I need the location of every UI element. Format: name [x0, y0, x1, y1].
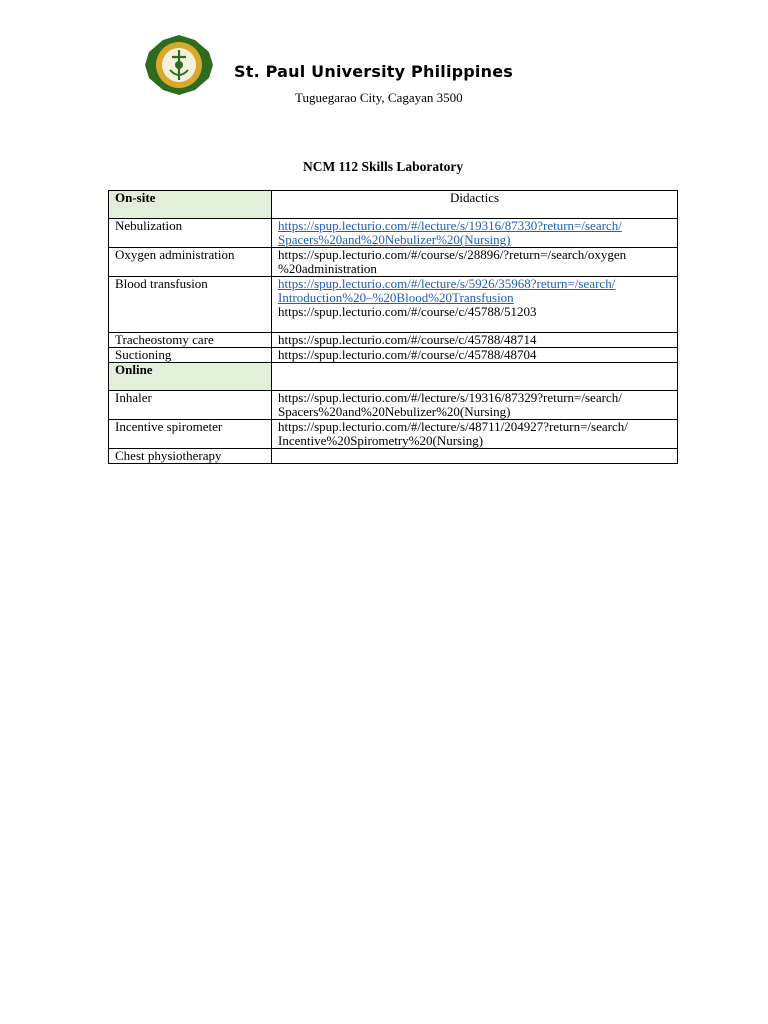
- table-row: [109, 363, 678, 391]
- university-seal-icon: [143, 34, 215, 96]
- university-address: Tuguegarao City, Cagayan 3500: [295, 90, 463, 105]
- table-row: [109, 348, 678, 363]
- resource-url: [272, 391, 678, 420]
- url-line: Incentive%20Spirometry%20(Nursing): [278, 433, 484, 448]
- url-line: Spacers%20and%20Nebulizer%20(Nursing): [278, 404, 511, 419]
- online-header: Online: [109, 363, 272, 391]
- table-row: [109, 219, 678, 248]
- skill-name: Tracheostomy care: [109, 333, 272, 348]
- table-row: [109, 420, 678, 449]
- link-line[interactable]: https://spup.lecturio.com/#/lecture/s/5926/35968?return=/search/: [278, 276, 616, 291]
- skill-name: Incentive spirometer: [109, 420, 272, 449]
- table-row: [109, 449, 678, 464]
- resource-link[interactable]: [272, 277, 678, 333]
- resource-url: [272, 420, 678, 449]
- onsite-header: On-site: [109, 191, 272, 219]
- skill-name: Oxygen administration: [109, 248, 272, 277]
- table-row: [109, 333, 678, 348]
- url-line: https://spup.lecturio.com/#/course/c/45788/51203: [278, 304, 537, 319]
- url-line: https://spup.lecturio.com/#/lecture/s/48711/204927?return=/search/: [278, 419, 628, 434]
- didactics-header: Didactics: [272, 191, 678, 219]
- empty-cell: [272, 363, 678, 391]
- skills-table: [108, 190, 678, 464]
- table-row: [109, 248, 678, 277]
- resource-url: [272, 248, 678, 277]
- skill-name: Nebulization: [109, 219, 272, 248]
- skill-name: Chest physiotherapy: [109, 449, 272, 464]
- table-row: [109, 191, 678, 219]
- empty-cell: [272, 449, 678, 464]
- skill-name: Blood transfusion: [109, 277, 272, 333]
- link-line[interactable]: https://spup.lecturio.com/#/lecture/s/19316/87330?return=/search/: [278, 218, 622, 233]
- link-line[interactable]: Introduction%20–%20Blood%20Transfusion: [278, 290, 514, 305]
- skill-name: Inhaler: [109, 391, 272, 420]
- table-row: [109, 391, 678, 420]
- document-title: NCM 112 Skills Laboratory: [303, 159, 464, 174]
- url-line: %20administration: [278, 261, 377, 276]
- university-name: St. Paul University Philippines: [234, 62, 513, 81]
- skill-name: Suctioning: [109, 348, 272, 363]
- table-row: [109, 277, 678, 333]
- resource-url: https://spup.lecturio.com/#/course/c/45788/48704: [272, 348, 678, 363]
- resource-link[interactable]: [272, 219, 678, 248]
- url-line: https://spup.lecturio.com/#/course/s/28896/?return=/search/oxygen: [278, 247, 627, 262]
- url-line: https://spup.lecturio.com/#/lecture/s/19316/87329?return=/search/: [278, 390, 622, 405]
- resource-url: https://spup.lecturio.com/#/course/c/45788/48714: [272, 333, 678, 348]
- link-line[interactable]: Spacers%20and%20Nebulizer%20(Nursing): [278, 232, 511, 247]
